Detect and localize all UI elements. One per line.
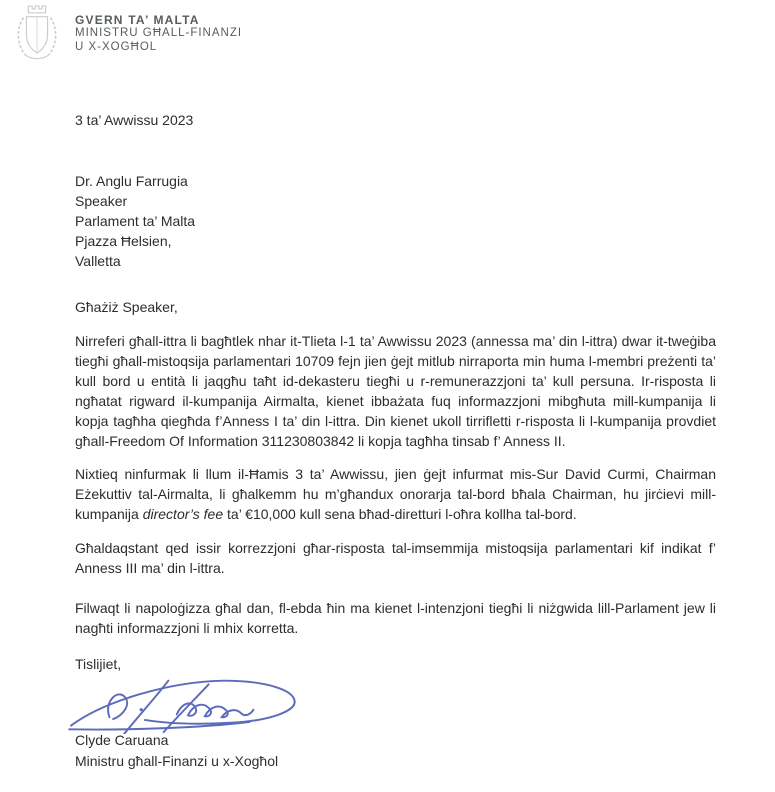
paragraph-2-text-after: ta’ €10,000 kull sena bħad-diretturi l-oħra kollha tal-bord. [223,506,577,522]
signer-block [75,730,716,772]
paragraph-3: Għaldaqstant qed issir korrezzjoni għar-risposta tal-imsemmija mistoqsija parlamentari kif indikat f’ Anness III ma’ din l-ittra. [75,540,716,576]
letterhead-text [75,13,242,54]
signer-title: Ministru għall-Finanzi u x-Xogħol [75,753,279,769]
closing-salutation: Tislijiet, [75,656,122,672]
ministry-name-line1: MINISTRU GĦALL-FINANZI [75,27,243,39]
paragraph-2-italic-phrase: director’s fee [142,506,224,522]
handwritten-signature-icon [59,676,317,734]
paragraph-4: Filwaqt li napoloġizza għal dan, fl-ebda ħin ma kienet l-intenzjoni tiegħi li niżgwida lill-Parlament jew li nagħti informazzjoni li mhix korretta. [75,600,716,636]
letter-body [75,331,716,772]
recipient-street: Pjazza Ħelsien, [75,233,172,249]
recipient-organization: Parlament ta’ Malta [75,213,196,229]
recipient-address [75,171,195,271]
paragraph-2-text-before: Nixtieq ninfurmak li llum il-Ħamis 3 ta’ Awwissu, jien ġejt infurmat mis-Sur David Curmi, Chairman Eżekuttiv tal-Airmalta, li għalkemm hu m’għandux onorarja tal-bord bħala Chairman, hu jirċievi mill-kumpanija [75,466,716,522]
recipient-city: Valletta [75,253,121,269]
salutation: Għażiż Speaker, [75,299,178,315]
malta-coat-of-arms-icon [13,2,61,62]
recipient-title: Speaker [75,193,128,209]
paragraph-1: Nirreferi għall-ittra li bagħtlek nhar it-Tlieta l-1 ta’ Awwissu 2023 (annessa ma’ din l-ittra) dwar it-tweġiba tiegħi għall-mistoqsija parlamentari 10709 fejn jien ġejt mitlub nirraporta min huma l-membri preżenti ta’ kull bord u entità li jaqgħu taħt id-dekasteru tiegħi u r-remunerazzjoni ta’ kull persuna. Ir-risposta li ngħatat rigward il-kumpanija Airmalta, kienet ibbażata fuq informazzjoni mibgħuta mill-kumpanija li kopja tagħha qiegħda f’Anness I ta’ din l-ittra. Din kienet ukoll tirrifletti r-risposta li l-kumpanija provdiet għall-Freedom Of Information 311230803842 li kopja tagħha tinsab f’ Anness II. [75,333,716,449]
paragraph-2 [75,464,716,524]
signer-name: Clyde Caruana [75,732,169,748]
recipient-name: Dr. Anglu Farrugia [75,173,188,189]
letter-date: 3 ta’ Awwissu 2023 [75,112,194,128]
government-name: GVERN TA’ MALTA [75,13,200,27]
ministry-name-line2: U X-XOGĦOL [75,40,158,53]
